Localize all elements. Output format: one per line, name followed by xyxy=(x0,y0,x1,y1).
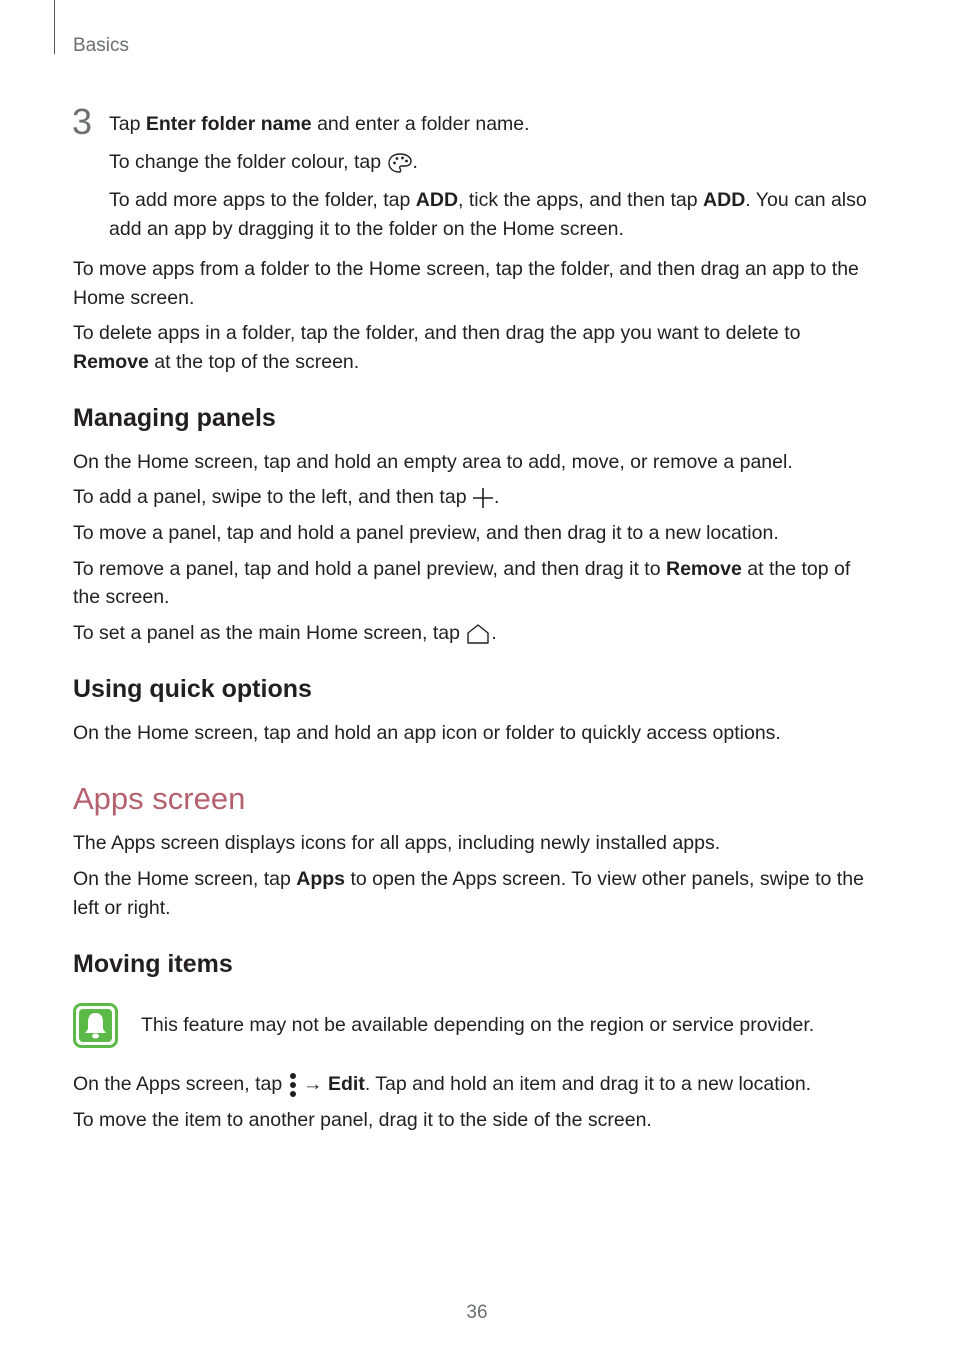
more-options-icon xyxy=(288,1072,298,1098)
moving-items-p2: To move the item to another panel, drag it to the side of the screen. xyxy=(73,1109,652,1131)
header-divider xyxy=(54,0,55,54)
apps-screen-p1: The Apps screen displays icons for all apps, including newly installed apps. xyxy=(73,832,721,854)
apps-screen-p2: On the Home screen, tap Apps to open the Apps screen. To view other panels, swipe to the xyxy=(73,868,864,890)
managing-panels-p4: To remove a panel, tap and hold a panel preview, and then drag it to Remove at the top of xyxy=(73,558,851,580)
moving-items-p1: On the Apps screen, tap → Edit. Tap and hold an item and drag it to a new location. xyxy=(73,1070,811,1099)
folder-para2-line2: Remove at the top of the screen. xyxy=(73,351,360,373)
note-text: This feature may not be available depending on the region or service provider. xyxy=(141,1014,815,1036)
apps-screen-heading: Apps screen xyxy=(73,781,246,816)
managing-panels-p5: To set a panel as the main Home screen, tap . xyxy=(73,622,497,644)
quick-options-p1: On the Home screen, tap and hold an app icon or folder to quickly access options. xyxy=(73,722,781,744)
managing-panels-p3: To move a panel, tap and hold a panel preview, and then drag it to a new location. xyxy=(73,522,779,544)
moving-items-heading: Moving items xyxy=(73,950,233,978)
step3-line3: To add more apps to the folder, tap ADD, tick the apps, and then tap ADD. You can also xyxy=(109,189,867,211)
step3-line2: To change the folder colour, tap . xyxy=(109,151,418,173)
managing-panels-p2: To add a panel, swipe to the left, and then tap . xyxy=(73,486,500,508)
bell-icon xyxy=(73,1003,118,1048)
step3-line1: Tap Enter folder name and enter a folder name. xyxy=(109,113,530,135)
step3-line4: add an app by dragging it to the folder on the Home screen. xyxy=(109,218,624,240)
managing-panels-p4-line2: the screen. xyxy=(73,586,170,608)
home-icon xyxy=(465,623,491,645)
folder-para2-line1: To delete apps in a folder, tap the folder, and then drag the app you want to delete to xyxy=(73,322,801,344)
managing-panels-p1: On the Home screen, tap and hold an empty area to add, move, or remove a panel. xyxy=(73,451,793,473)
quick-options-heading: Using quick options xyxy=(73,675,312,703)
section-header: Basics xyxy=(73,35,129,56)
plus-icon xyxy=(472,487,494,509)
step-number: 3 xyxy=(72,101,93,142)
apps-screen-p2-line2: left or right. xyxy=(73,897,171,919)
folder-para1-line1: To move apps from a folder to the Home screen, tap the folder, and then drag an app to the xyxy=(73,258,859,280)
page-number: 36 xyxy=(466,1302,488,1323)
folder-para1-line2: Home screen. xyxy=(73,287,195,309)
palette-icon xyxy=(387,152,413,174)
managing-panels-heading: Managing panels xyxy=(73,404,276,432)
